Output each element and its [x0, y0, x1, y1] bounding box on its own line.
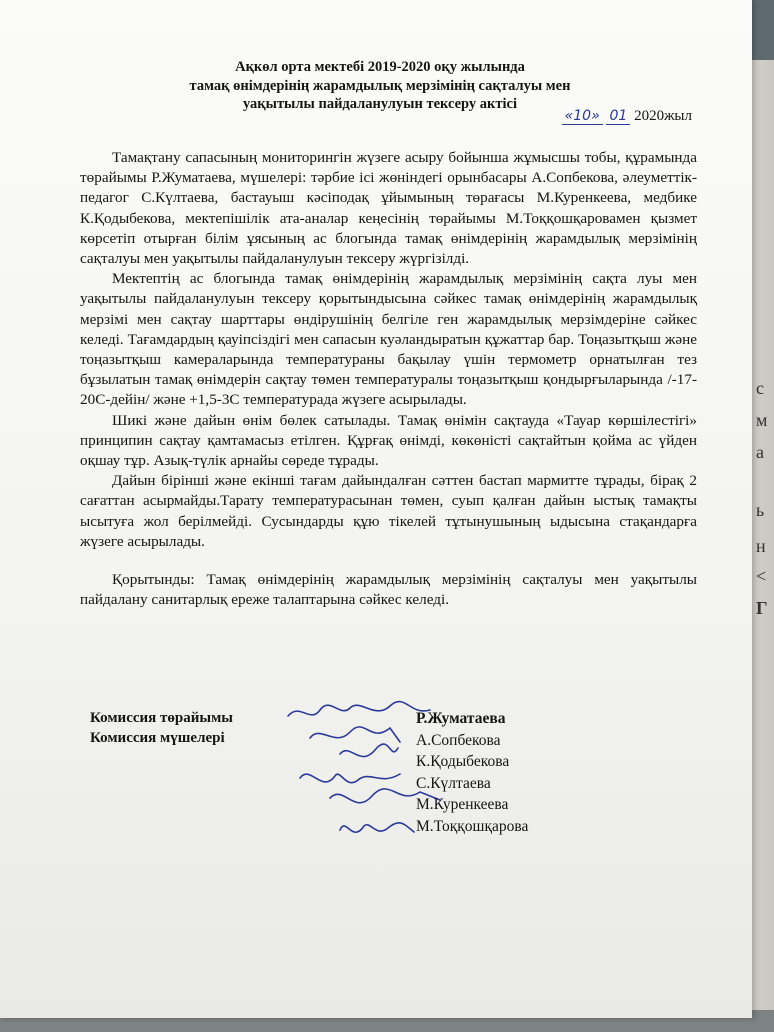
other-page-letter: Г	[756, 598, 768, 618]
member-name: С.Күлтаева	[416, 774, 491, 792]
title-line-3: уақытылы пайдаланулуын тексеру актісі	[242, 96, 518, 112]
member-name: А.Сопбекова	[416, 731, 501, 749]
conclusion-paragraph: Қорытынды: Тамақ өнімдерінің жарамдылық мерзімінің сақталуы мен уақытылы пайдалану санитарлық ереже талаптарына сәйкес келеді.	[80, 571, 697, 609]
date-day: «10»	[562, 108, 603, 125]
date-year: 2020жыл	[634, 108, 692, 124]
paragraph-2: Мектептің ас блогында тамақ өнімдерінің жарамдылық мерзімінің сақта луы мен уақытылы пайдаланулуын тексеру қорытындысына сәйкес тамақ өнімдерінің жарамдылық мерзімі мен сақтау шарттары өндірушінің белгіле ген жарамдылық мерзімдеріне сәйкес келеді. Тағамдардың қауіпсіздігі мен сапасын куәландыратын құжаттар бар. Тоңазытқыш және тоңазытқыш камераларында температураны бақылау үшін термометр орнатылған тез бұзылатын тамақ өнімдерін сақтау төмен температуралы тоңазытқыш қондырғыларында /-17-20С-дейін/ және +1,5-3С температурада жүзеге асырылады.	[80, 270, 697, 409]
other-page-letter: <	[756, 566, 767, 586]
members-label: Комиссия мүшелері	[90, 730, 225, 746]
paragraph-4: Дайын бірінші және екінші тағам дайындалған сәттен бастап мармитте тұрады, бірақ 2 сағаттан асырмайды.Тарату температурасынан төмен, суып қалған дайын ыстық тамақты ысытуға жол берілмейді. Сусындарды құю тікелей тұтынушының ыдысына стақандарға жүзеге асырылады.	[80, 472, 697, 550]
signature-block	[90, 708, 610, 868]
title-line-2: тамақ өнімдерінің жарамдылық мерзімінің сақталуы мен	[189, 77, 571, 94]
other-page-letter: м	[756, 410, 768, 430]
date-month: 01	[606, 108, 630, 125]
paragraph-1: Тамақтану сапасының мониторингін жүзеге асыру бойынша жұмысшы тобы, құрамында төрайымы Р.Жуматаева, мүшелері: тәрбие ісі жөніндегі орынбасары А.Сопбекова, әлеуметтік-педагог С.Күлтаева, бастауыш кәсіподақ ұйымының төрағасы М.Куренкеева, медбике К.Қодыбекова, мектепішілік ата-аналар кеңесінің төрайымы М.Тоққошқаровамен қызмет көрсетіп отырған білім ұясының ас блогында тамақ өнімдерінің жарамдылық мерзімінің сақталуы мен уақытылы пайдаланулуын тексеру жүргізілді.	[80, 149, 697, 268]
signatory-names	[416, 708, 528, 837]
chair-label: Комиссия төрайымы	[90, 710, 234, 726]
signature-member-2	[340, 744, 398, 757]
paragraph-3: Шикі және дайын өнім бөлек сатылады. Тамақ өнімін сақтауда «Тауар көршілестігі» принципин сақтау қамтамасыз етілген. Құрғақ өнімді, көкөністі сақтайтын қойма ас үйден оқшау тұр. Азық-түлік арнайы сөреде тұрады.	[80, 411, 697, 470]
signature-labels	[90, 708, 233, 748]
chair-name: Р.Жуматаева	[416, 710, 506, 727]
document-body	[80, 148, 697, 610]
signature-member-3	[300, 774, 400, 783]
signature-member-1	[310, 727, 400, 742]
other-page-letter: с	[756, 378, 764, 398]
other-page-letter: ь	[756, 500, 765, 520]
signature-chair	[288, 702, 430, 716]
other-page-letter: н	[756, 536, 766, 556]
title-line-1: Ақкөл орта мектебі 2019-2020 оқу жылында	[235, 59, 525, 75]
member-name: К.Қодыбекова	[416, 753, 510, 770]
document-date	[562, 108, 692, 125]
other-page-letter: а	[756, 442, 764, 462]
signature-member-5	[340, 823, 414, 832]
member-name: М.Куренкеева	[416, 796, 509, 813]
member-name: М.Тоққошқарова	[416, 817, 529, 835]
document-title	[80, 58, 680, 114]
